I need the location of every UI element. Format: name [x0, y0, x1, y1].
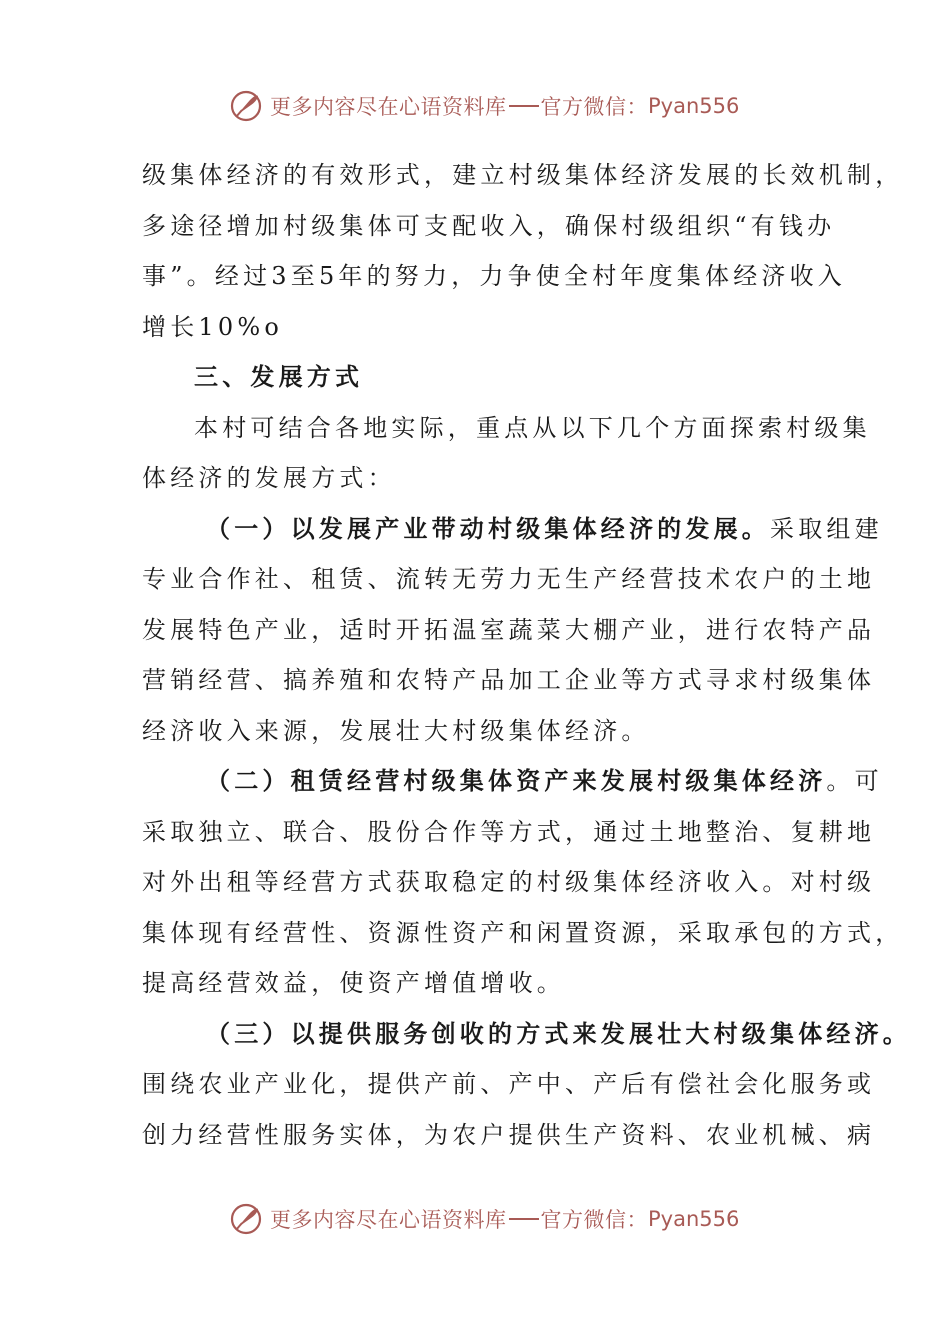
item-heading-rest: 。可 — [826, 767, 883, 795]
paragraph-line: 营销经营、搞养殖和农特产品加工企业等方式寻求村级集体 — [142, 666, 876, 694]
watermark-id: Pyan556 — [648, 1207, 740, 1231]
item-heading: （三）以提供服务创收的方式来发展壮大村级集体经济。 — [206, 1018, 911, 1048]
paragraph-line: 本村可结合各地实际，重点从以下几个方面探索村级集 — [194, 413, 871, 442]
watermark-suffix: 官方微信： — [540, 95, 648, 119]
paragraph-line: 创力经营性服务实体，为农户提供生产资料、农业机械、病 — [142, 1120, 876, 1149]
paragraph-line: 对外出租等经营方式获取稳定的村级集体经济收入。对村级 — [142, 868, 876, 896]
item-heading-rest: 采取组建 — [770, 514, 883, 543]
paragraph-line: 专业合作社、租赁、流转无劳力无生产经营技术农户的土地 — [142, 565, 876, 593]
paragraph-line: 体经济的发展方式： — [142, 464, 396, 492]
section-title: 三、发展方式 — [194, 362, 364, 391]
paragraph-line: 多途径增加村级集体可支配收入，确保村级组织“有钱办 — [142, 211, 836, 240]
paragraph-line: 围绕农业产业化，提供产前、产中、产后有偿社会化服务或 — [142, 1070, 876, 1098]
header-watermark — [228, 88, 739, 124]
paragraph-line: 级集体经济的有效形式，建立村级集体经济发展的长效机制， — [142, 161, 904, 189]
watermark-suffix: 官方微信： — [540, 1208, 648, 1232]
item-heading: （一）以发展产业带动村级集体经济的发展。 — [206, 513, 770, 543]
item-heading-line — [142, 756, 883, 807]
footer-watermark — [228, 1201, 739, 1237]
paragraph-line: 增长10%o — [142, 312, 283, 341]
watermark-dash — [509, 105, 539, 107]
watermark-text: 更多内容尽在心语资料库 — [270, 1208, 507, 1232]
item-heading-line — [142, 1009, 911, 1060]
document-body — [142, 150, 911, 1160]
paragraph-line: 采取独立、联合、股份合作等方式，通过土地整治、复耕地 — [142, 817, 876, 846]
item-heading: （二）租赁经营村级集体资产来发展村级集体经济 — [206, 766, 827, 795]
paragraph-line: 提高经营效益，使资产增值增收。 — [142, 969, 565, 997]
paragraph-line: 发展特色产业，适时开拓温室蔬菜大棚产业，进行农特产品 — [142, 615, 876, 644]
paragraph-line: 经济收入来源，发展壮大村级集体经济。 — [142, 716, 650, 745]
watermark-id: Pyan556 — [648, 94, 740, 118]
quill-logo-icon — [228, 88, 264, 124]
quill-logo-icon — [228, 1201, 264, 1237]
item-heading-line — [142, 504, 883, 555]
paragraph-line: 事”。经过3至5年的努力，力争使全村年度集体经济收入 — [142, 262, 847, 290]
paragraph-line: 集体现有经营性、资源性资产和闲置资源，采取承包的方式， — [142, 918, 904, 947]
watermark-dash — [509, 1218, 539, 1220]
watermark-text: 更多内容尽在心语资料库 — [270, 95, 507, 119]
